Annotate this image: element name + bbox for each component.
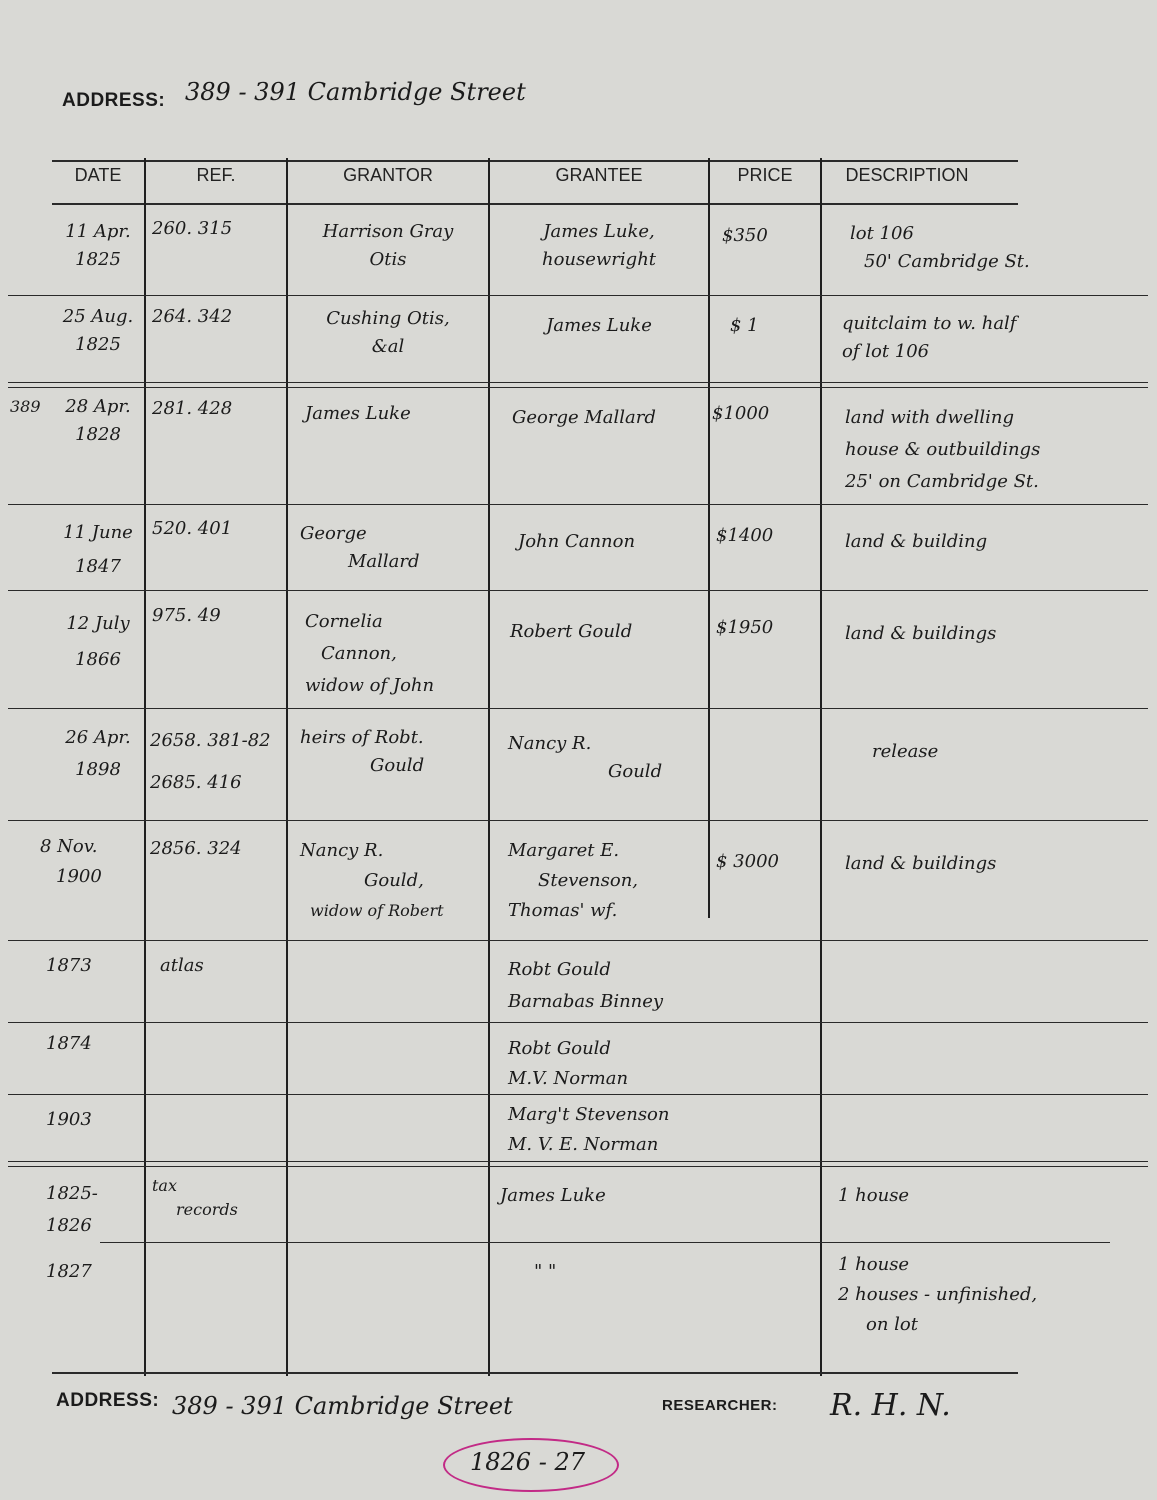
table-header-rule <box>52 203 1018 205</box>
grantee-cell: Robert Gould <box>510 621 633 642</box>
description-cell: 1 house <box>838 1185 910 1206</box>
row-rule <box>8 708 1148 709</box>
grantee-cell: Robt Gould M.V. Norman <box>508 1038 629 1089</box>
ref-cell: 260. 315 <box>152 218 233 239</box>
circled-note: 1826 - 27 <box>470 1448 585 1476</box>
ref-cell: 2856. 324 <box>150 838 242 859</box>
grantor-cell: George Mallard <box>300 523 420 572</box>
grantor-cell: heirs of Robt. Gould <box>300 727 425 776</box>
col-divider <box>708 158 710 918</box>
row-rule <box>8 1022 1148 1023</box>
description-cell: release <box>872 741 939 762</box>
col-price-header: PRICE <box>737 165 793 185</box>
address-value: 389 - 391 Cambridge Street <box>185 78 526 106</box>
date-cell: 1874 <box>46 1033 92 1054</box>
researcher-value: R. H. N. <box>830 1388 951 1423</box>
ref-cell: 264. 342 <box>152 306 233 327</box>
grantee-cell: James Luke, housewright <box>541 221 657 270</box>
col-ref-header: REF. <box>196 165 236 185</box>
row-rule <box>8 382 1148 383</box>
price-cell: $350 <box>722 225 768 246</box>
date-cell: 1873 <box>46 955 92 976</box>
row-rule <box>8 940 1148 941</box>
date-cell: 28 Apr. 1828 <box>65 396 131 445</box>
grantor-cell: Harrison Gray Otis <box>322 221 454 270</box>
grantee-cell: James Luke <box>500 1185 606 1206</box>
date-cell: 26 Apr. 1898 <box>65 727 131 780</box>
grantee-cell: Robt Gould Barnabas Binney <box>508 959 664 1012</box>
date-cell: 1903 <box>46 1109 92 1130</box>
price-cell: $1000 <box>712 403 770 424</box>
ref-cell: 281. 428 <box>152 398 233 419</box>
col-grantee-header: GRANTEE <box>555 165 643 185</box>
description-cell: quitclaim to w. half of lot 106 <box>842 313 1017 362</box>
row-rule <box>8 295 1148 296</box>
row-rule <box>8 387 1148 388</box>
table-bottom-rule <box>52 1372 1018 1374</box>
col-divider <box>144 158 146 1376</box>
grantee-cell: " " <box>534 1261 557 1282</box>
grantee-cell: Marg't Stevenson M. V. E. Norman <box>508 1104 670 1155</box>
ref-cell: tax records <box>152 1176 238 1219</box>
grantor-cell: Nancy R. Gould, widow of Robert <box>300 840 444 920</box>
address-label: ADDRESS: <box>62 90 166 111</box>
col-divider <box>488 158 490 1376</box>
description-cell: land & buildings <box>845 853 997 874</box>
row-rule <box>8 1094 1148 1095</box>
ref-cell: atlas <box>160 955 204 976</box>
price-cell: $1950 <box>716 617 774 638</box>
footer-address-value: 389 - 391 Cambridge Street <box>172 1392 513 1420</box>
price-cell: $ 3000 <box>716 851 779 872</box>
date-cell: 12 July 1866 <box>66 613 130 670</box>
grantor-cell: Cushing Otis, &al <box>326 308 450 357</box>
date-prefix: 389 <box>10 397 41 416</box>
description-cell: land & building <box>845 531 988 552</box>
date-cell: 11 June 1847 <box>63 522 133 577</box>
col-divider <box>820 158 822 1376</box>
description-cell: lot 106 50' Cambridge St. <box>850 223 1030 272</box>
ref-cell: 2658. 381-82 2685. 416 <box>150 730 271 793</box>
date-cell: 1827 <box>46 1261 92 1282</box>
description-cell: land with dwelling house & outbuildings 25' on Cambridge St. <box>845 407 1041 492</box>
price-cell: $1400 <box>716 525 774 546</box>
row-rule <box>8 1161 1148 1162</box>
grantor-cell: James Luke <box>305 403 411 424</box>
description-cell: land & buildings <box>845 623 997 644</box>
date-cell: 11 Apr. 1825 <box>65 221 131 270</box>
researcher-label: RESEARCHER: <box>662 1397 778 1414</box>
price-cell: $ 1 <box>730 315 759 336</box>
date-cell: 1825- 1826 <box>46 1183 98 1236</box>
table-top-rule <box>52 160 1018 162</box>
footer-address-label: ADDRESS: <box>56 1390 160 1411</box>
row-rule <box>8 590 1148 591</box>
col-description-header: DESCRIPTION <box>845 165 969 185</box>
date-cell: 8 Nov. 1900 <box>40 836 102 887</box>
grantee-cell: Margaret E. Stevenson, Thomas' wf. <box>508 840 639 921</box>
grantee-cell: James Luke <box>546 315 652 336</box>
description-cell: 1 house 2 houses - unfinished, on lot <box>838 1254 1038 1335</box>
col-grantor-header: GRANTOR <box>343 165 433 185</box>
grantor-cell: Cornelia Cannon, widow of John <box>305 611 435 696</box>
row-rule <box>8 820 1148 821</box>
grantee-cell: John Cannon <box>518 531 636 552</box>
row-rule <box>8 504 1148 505</box>
grantee-cell: Nancy R. Gould <box>508 733 663 782</box>
row-rule <box>8 1166 1148 1167</box>
ref-cell: 975. 49 <box>152 605 221 626</box>
row-rule <box>100 1242 1110 1243</box>
ref-cell: 520. 401 <box>152 518 233 539</box>
date-cell: 25 Aug. 1825 <box>62 306 134 355</box>
grantee-cell: George Mallard <box>512 407 656 428</box>
col-date-header: DATE <box>74 165 122 185</box>
